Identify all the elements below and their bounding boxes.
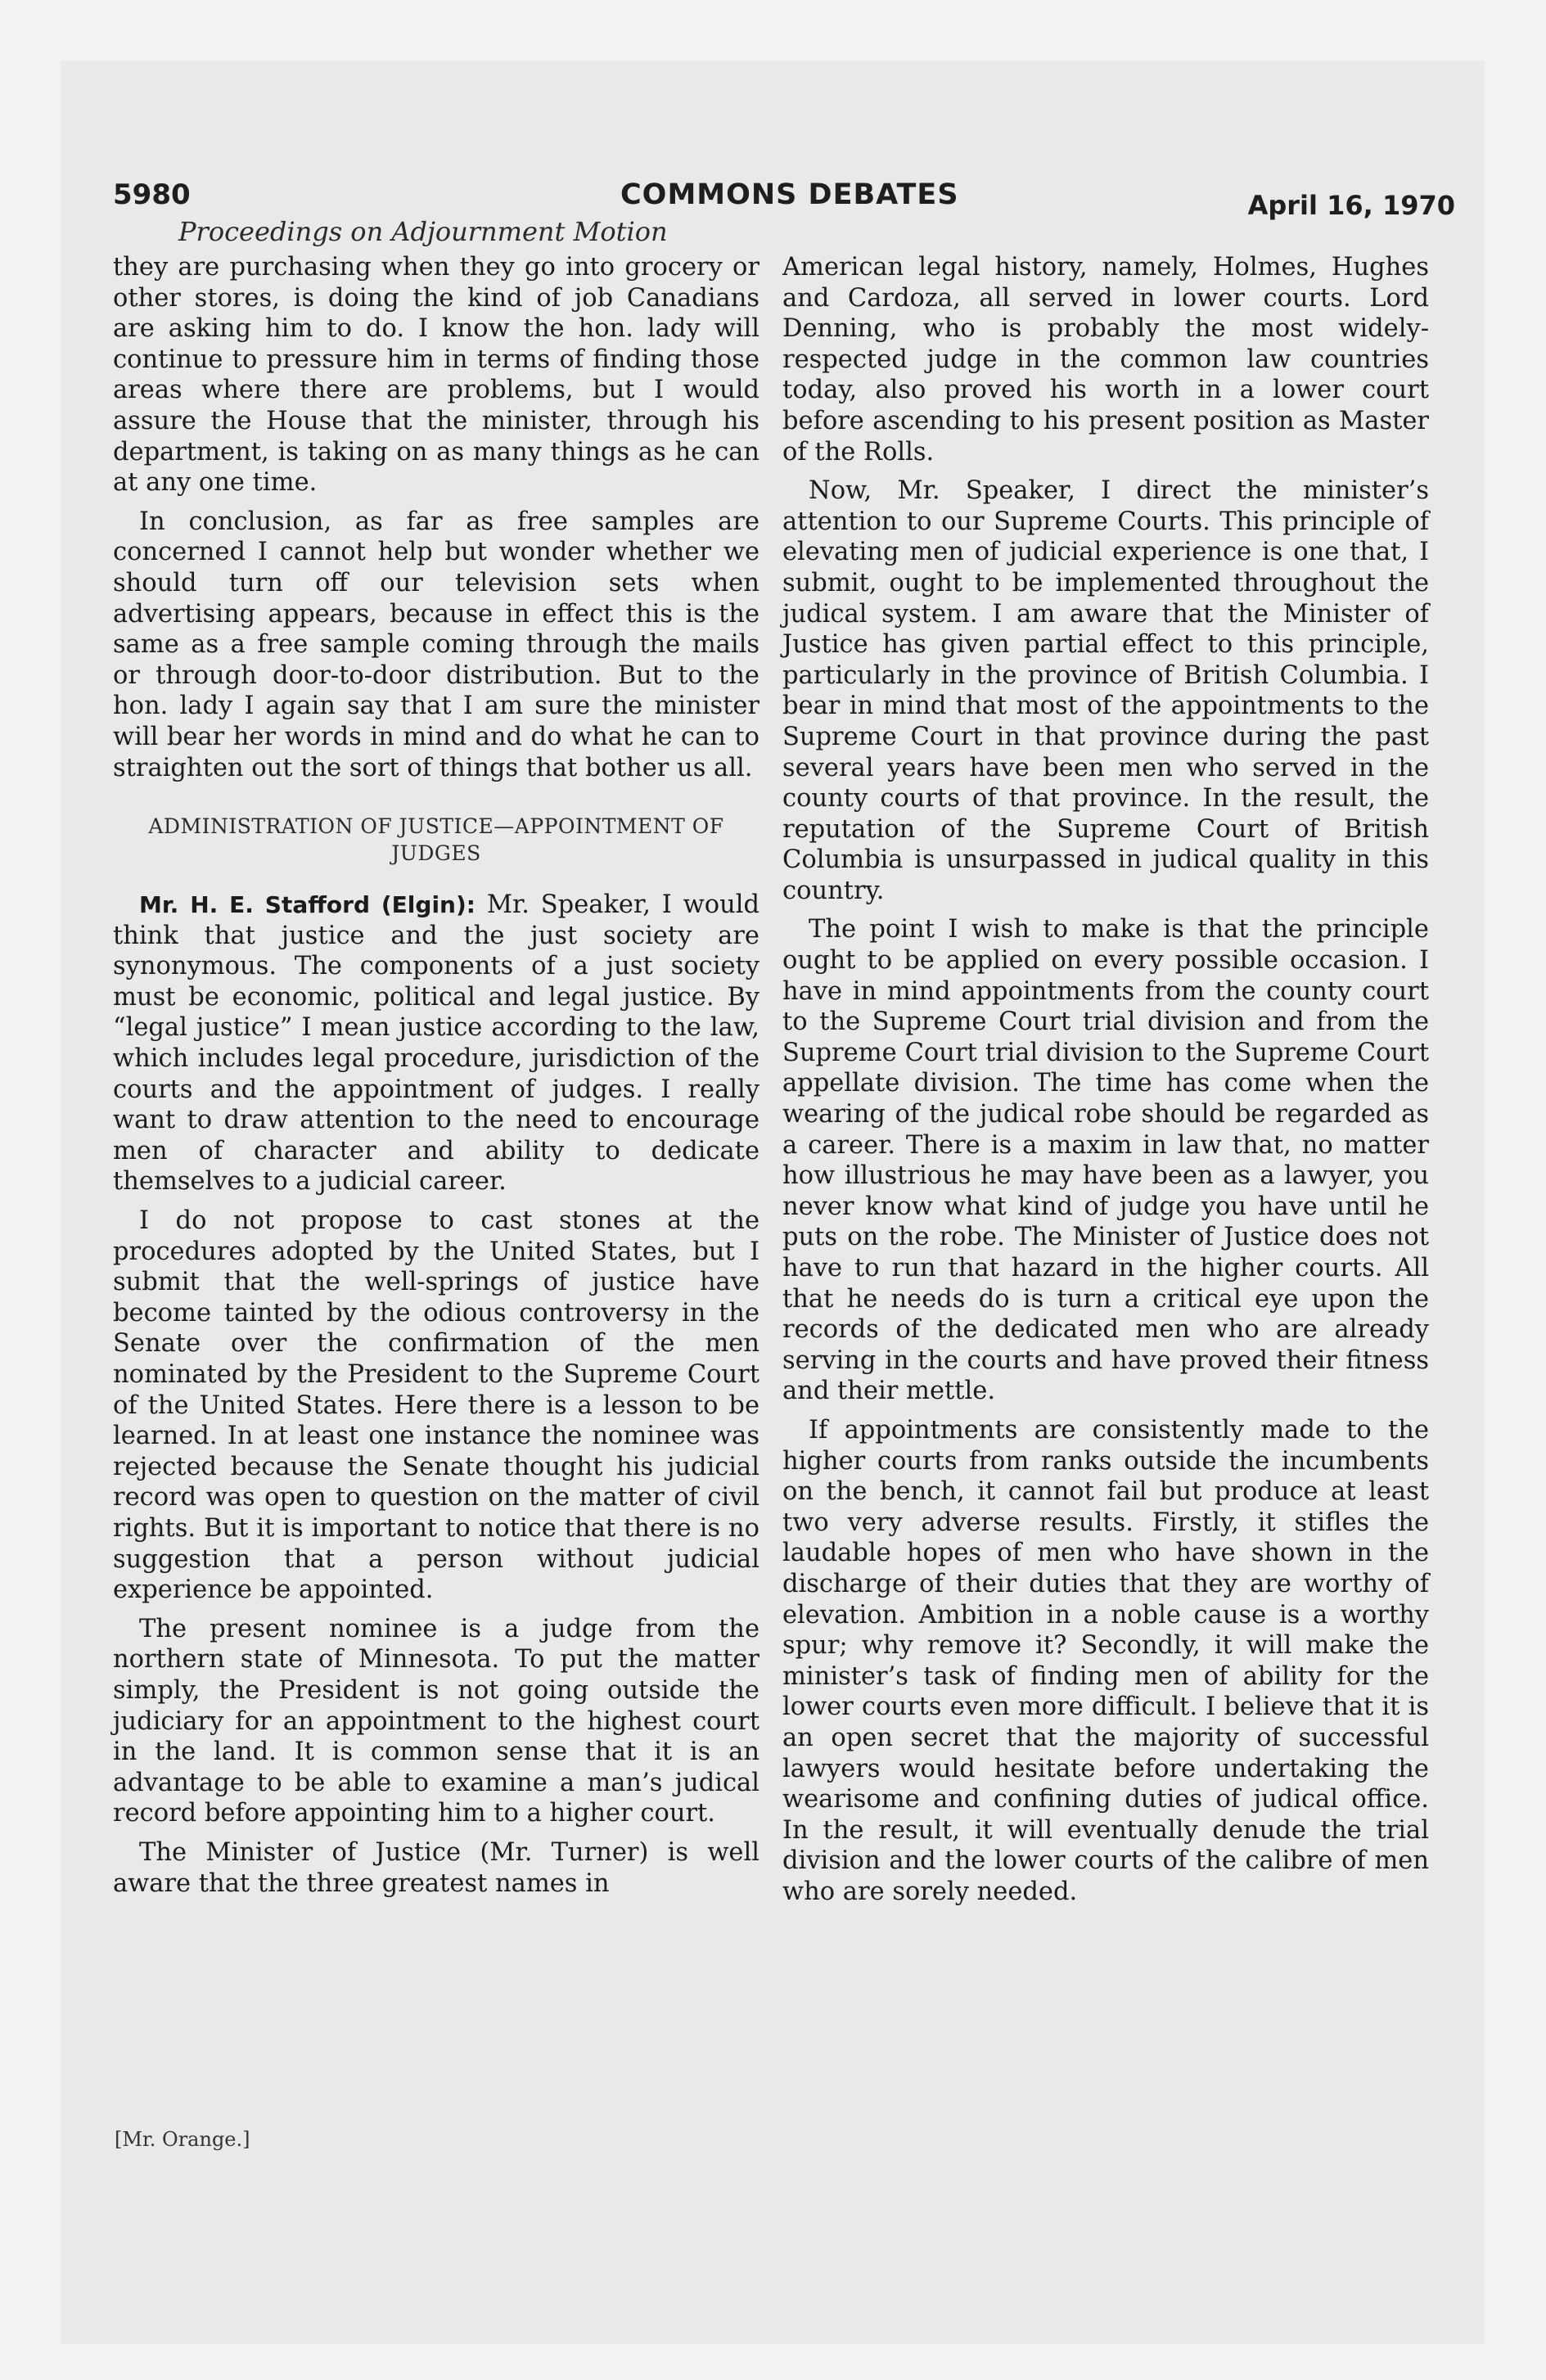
speaker-name: Mr. H. E. Stafford (Elgin): [139,891,476,919]
paragraph: In conclusion, as far as free samples are concerned I cannot help but wonder whether we should turn off our television sets when advertising appears, because in effect this is the same as a free sample coming through the mails or through door-to-door distribution. But to the hon. lady I again say that I am sure the minister will bear her words in mind and do what he can to straighten out the sort of things that bother us all. [113,507,759,782]
section-subheader: Proceedings on Adjournment Motion [178,216,668,247]
speech-paragraph [113,890,759,1197]
page-number: 5980 [113,178,191,211]
paragraph: Now, Mr. Speaker, I direct the minister’s attention to our Supreme Courts. This principle of elevating men of judicial experience is one that, I submit, ought to be implemented throughout the judical system. I am aware that the Minister of Justice has given partial effect to this principle, particularly in the province of British Columbia. I bear in mind that most of the appointments to the Supreme Court in that province during the past several years have been men who served in the county courts of that province. In the result, the reputation of the Supreme Court of British Columbia is unsurpassed in judical quality in this country. [782,476,1429,905]
left-column [113,252,759,1907]
right-column [782,252,1429,1915]
paragraph: The point I wish to make is that the principle ought to be applied on every possible occasion. I have in mind appointments from the county court to the Supreme Court trial division and from the Supreme Court trial division to the Supreme Court appellate division. The time has come when the wearing of the judical robe should be regarded as a career. There is a maxim in law that, no matter how illustrious he may have been as a lawyer, you never know what kind of judge you have until he puts on the robe. The Minister of Justice does not have to run that hazard in the higher courts. All that he needs do is turn a critical eye upon the records of the dedicated men who are already serving in the courts and have proved their fitness and their mettle. [782,915,1429,1406]
paragraph: The present nominee is a judge from the northern state of Minnesota. To put the matter simply, the President is not going outside the judiciary for an appointment to the highest court in the land. It is common sense that it is an advantage to be able to examine a man’s judical record before appointing him to a higher court. [113,1614,759,1828]
section-heading: ADMINISTRATION OF JUSTICE—APPOINTMENT OF JUDGES [148,814,724,866]
speech-text: Mr. Speaker, I would think that justice and the just society are synonymous. The components of a just society must be economic, political and legal justice. By “legal justice” I mean justice according to the law, which includes legal procedure, jurisdiction of the courts and the appointment of judges. I really want to draw attention to the need to encourage men of character and ability to dedicate themselves to a judicial career. [113,890,759,1197]
issue-date: April 16, 1970 [1247,190,1455,221]
page-header [113,178,1455,219]
paragraph: American legal history, namely, Holmes, Hughes and Cardoza, all served in lower courts. Lord Denning, who is probably the most widely-respected judge in the common law countries today, also proved his worth in a lower court before ascending to his present position as Master of the Rolls. [782,253,1429,467]
journal-title: COMMONS DEBATES [620,178,959,211]
paragraph: The Minister of Justice (Mr. Turner) is well aware that the three greatest names in [113,1837,759,1898]
paragraph: I do not propose to cast stones at the procedures adopted by the United States, but I submit that the well-springs of justice have become tainted by the odious controversy in the Senate over the confirmation of the men nominated by the President to the Supreme Court of the United States. Here there is a lesson to be learned. In at least one instance the nominee was rejected because the Senate thought his judicial record was open to question on the matter of civil rights. But it is important to notice that there is no suggestion that a person without judicial experience be appointed. [113,1206,759,1605]
paragraph: they are purchasing when they go into grocery or other stores, is doing the kind of job Canadians are asking him to do. I know the hon. lady will continue to pressure him in terms of finding those areas where there are problems, but I would assure the House that the minister, through his department, is taking on as many things as he can at any one time. [113,253,759,498]
paragraph: If appointments are consistently made to the higher courts from ranks outside the incumbents on the bench, it cannot fail but produce at least two very adverse results. Firstly, it stifles the laudable hopes of men who have shown in the discharge of their duties that they are worthy of elevation. Ambition in a noble cause is a worthy spur; why remove it? Secondly, it will make the minister’s task of finding men of ability for the lower courts even more difficult. I believe that it is an open secret that the majority of successful lawyers would hesitate before undertaking the wearisome and confining duties of judical office. In the result, it will eventually denude the trial division and the lower courts of the calibre of men who are sorely needed. [782,1415,1429,1906]
footer-note: [Mr. Orange.] [115,2128,250,2151]
